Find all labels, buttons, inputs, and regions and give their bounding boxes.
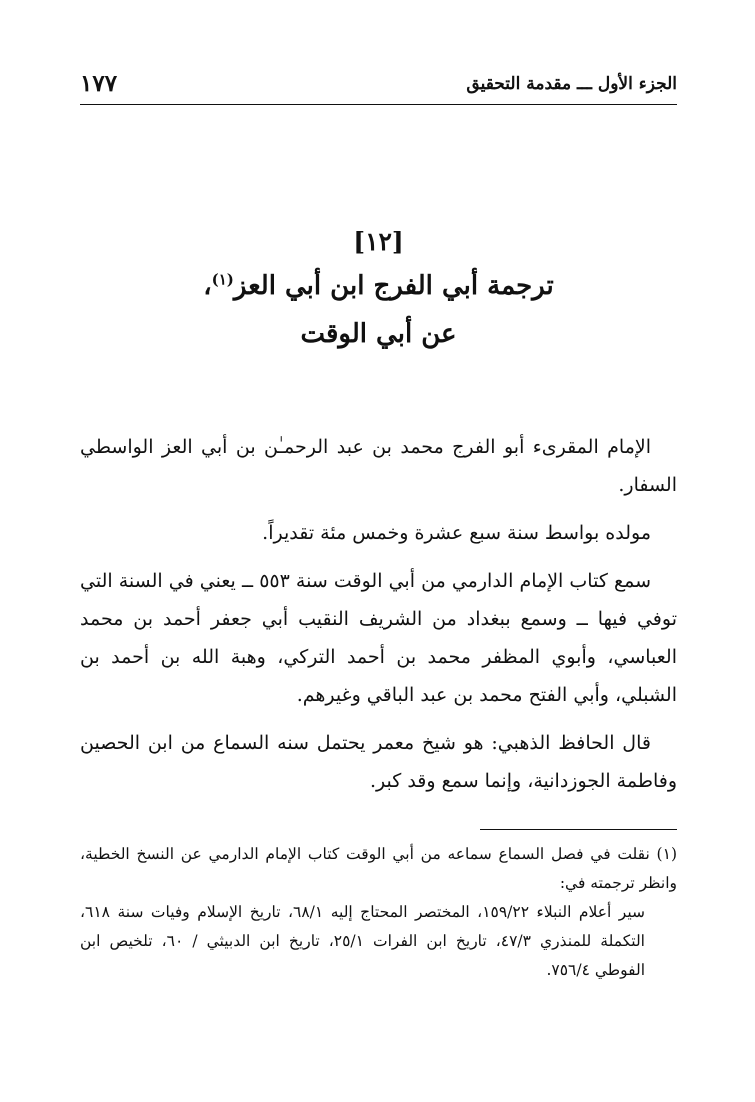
paragraph-birth: مولده بواسط سنة سبع عشرة وخمس مئة تقديراً. [262, 522, 651, 544]
heading-comma: ، [203, 271, 212, 301]
paragraph-hearing: سمع كتاب الإمام الدارمي من أبي الوقت سنة ٥٥٣ ــ يعني في السنة التي توفي فيها ــ وسمع ببغداد من الشريف النقيب أبي جعفر أحمد بن محمد العباسي، وأبوي المظفر محمد بن أحمد التركي، وهبة الله بن أحمد بن الشبلي، وأبي الفتح محمد بن عبد الباقي وغيرهم. [80, 570, 677, 706]
page-number: ١٧٧ [80, 70, 118, 97]
biography-heading [80, 222, 677, 358]
footnote-sources: سير أعلام النبلاء ١٥٩/٢٢، المختصر المحتاج إليه ٦٨/١، تاريخ الإسلام وفيات سنة ٦١٨، التكملة للمنذري ٤٧/٣، تاريخ ابن الفرات ٢٥/١، تاريخ ابن الدبيثي / ٦٠، تلخيص ابن الفوطي ٧٥٦/٤. [80, 903, 646, 979]
running-head [80, 70, 677, 104]
footnote-separator [480, 829, 677, 830]
heading-line-1 [80, 262, 677, 310]
running-title: الجزء الأول ـــ مقدمة التحقيق [466, 74, 677, 94]
paragraph-name: الإمام المقرىء أبو الفرج محمد بن عبد الرحمـٰن بن أبي العز الواسطي السفار. [80, 436, 677, 496]
paragraph-dhahabi: قال الحافظ الذهبي: هو شيخ معمر يحتمل سنه السماع من ابن الحصين وفاطمة الجوزدانية، وإنما سمع وقد كبر. [80, 732, 677, 792]
heading-title: ترجمة أبي الفرج ابن أبي العز [233, 271, 554, 301]
footnotes [80, 840, 677, 985]
footnote-1: (١) نقلت في فصل السماع سماعه من أبي الوقت كتاب الإمام الدارمي عن النسخ الخطية، وانظر ترجمته في: [80, 845, 677, 892]
body-text [80, 428, 677, 810]
footnote-ref: (١) [211, 270, 234, 289]
entry-number: [١٢] [353, 227, 404, 256]
header-rule [80, 104, 677, 105]
heading-line-2: عن أبي الوقت [300, 319, 457, 349]
